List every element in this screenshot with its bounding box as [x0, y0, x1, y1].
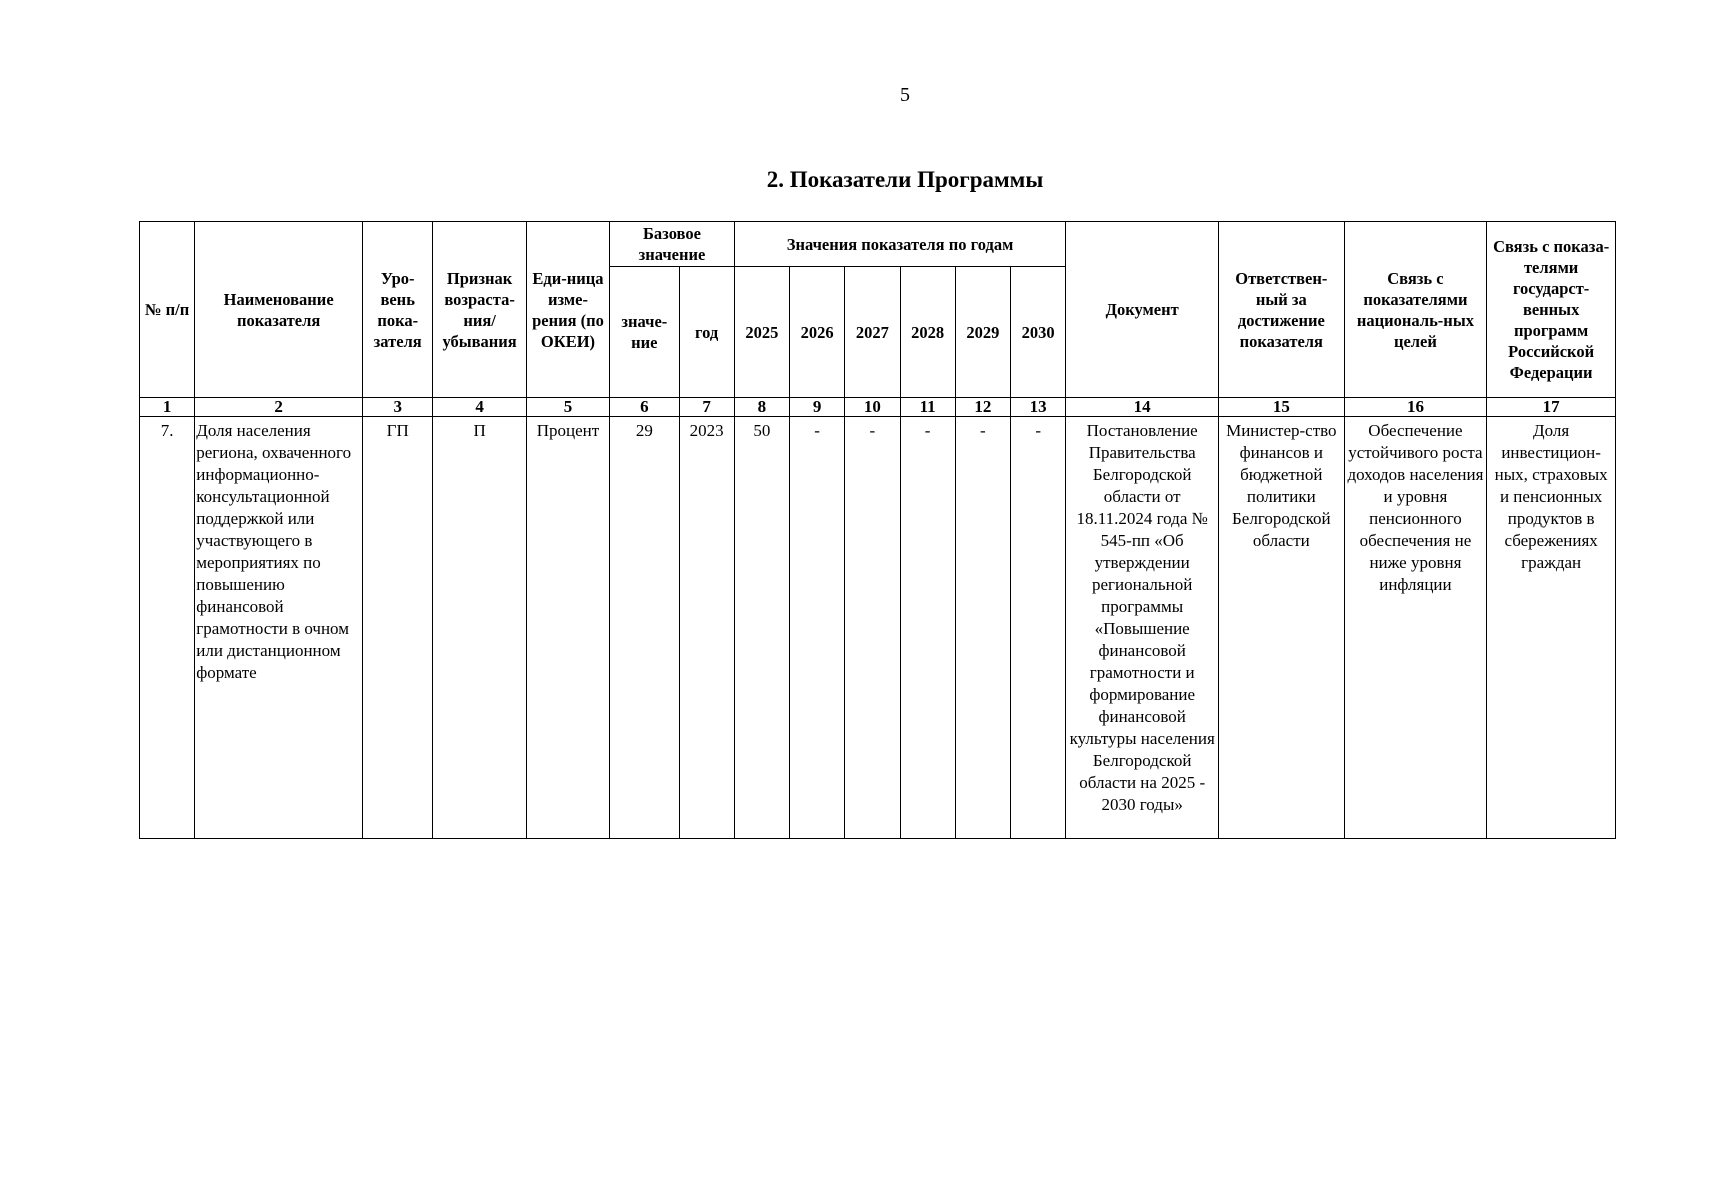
col-header-base-value: значе-ние [610, 267, 679, 398]
year-value: - [900, 417, 955, 839]
column-number: 9 [790, 398, 845, 417]
col-header-year: 2027 [845, 267, 900, 398]
column-number: 3 [363, 398, 433, 417]
col-header-level: Уро-вень пока-зателя [363, 222, 433, 398]
column-number-row [140, 398, 1616, 417]
col-header-years-group: Значения показателя по годам [734, 222, 1066, 267]
column-number: 5 [526, 398, 609, 417]
col-header-year: 2030 [1011, 267, 1066, 398]
base-year: 2023 [679, 417, 734, 839]
column-number: 7 [679, 398, 734, 417]
responsible-cell: Министер-ство финансов и бюджетной политики Белгородской области [1219, 417, 1345, 839]
indicator-unit: Процент [526, 417, 609, 839]
page-number: 5 [900, 84, 910, 106]
year-value: - [955, 417, 1010, 839]
year-value: - [790, 417, 845, 839]
col-header-sign: Признак возраста-ния/ убывания [433, 222, 526, 398]
document-title: 2. Показатели Программы [766, 167, 1044, 192]
col-header-national-goals: Связь с показателями националь-ных целей [1344, 222, 1487, 398]
header-row [140, 222, 1616, 267]
col-header-name: Наименование показателя [195, 222, 363, 398]
national-goals-cell: Обеспечение устойчивого роста доходов населения и уровня пенсионного обеспечения не ниже уровня инфляции [1344, 417, 1487, 839]
column-number: 2 [195, 398, 363, 417]
indicator-sign: П [433, 417, 526, 839]
row-number: 7. [140, 417, 195, 839]
base-value: 29 [610, 417, 679, 839]
year-value: - [1011, 417, 1066, 839]
col-header-year: 2028 [900, 267, 955, 398]
column-number: 10 [845, 398, 900, 417]
indicator-level: ГП [363, 417, 433, 839]
year-value: 50 [734, 417, 789, 839]
col-header-base-year: год [679, 267, 734, 398]
column-number: 16 [1344, 398, 1487, 417]
column-number: 13 [1011, 398, 1066, 417]
indicators-table [139, 221, 1616, 839]
col-header-state-programs: Связь с показа-телями государст-венных программ Российской Федерации [1487, 222, 1616, 398]
column-number: 1 [140, 398, 195, 417]
col-header-year: 2029 [955, 267, 1010, 398]
column-number: 12 [955, 398, 1010, 417]
column-number: 4 [433, 398, 526, 417]
col-header-year: 2025 [734, 267, 789, 398]
column-number: 11 [900, 398, 955, 417]
col-header-base: Базовое значение [610, 222, 735, 267]
column-number: 8 [734, 398, 789, 417]
col-header-responsible: Ответствен-ный за достижение показателя [1219, 222, 1345, 398]
table-row [140, 417, 1616, 839]
col-header-unit: Еди-ница изме-рения (по ОКЕИ) [526, 222, 609, 398]
column-number: 6 [610, 398, 679, 417]
column-number: 17 [1487, 398, 1616, 417]
col-header-document: Документ [1066, 222, 1219, 398]
col-header-num: № п/п [140, 222, 195, 398]
state-programs-cell: Доля инвестицион-ных, страховых и пенсионных продуктов в сбережениях граждан [1487, 417, 1616, 839]
column-number: 14 [1066, 398, 1219, 417]
year-value: - [845, 417, 900, 839]
col-header-year: 2026 [790, 267, 845, 398]
indicator-name: Доля населения региона, охваченного информационно-консультационной поддержкой или участвующего в мероприятиях по повышению финансовой грамотности в очном или дистанционном формате [195, 417, 363, 839]
column-number: 15 [1219, 398, 1345, 417]
document-cell: Постановление Правительства Белгородской области от 18.11.2024 года № 545-пп «Об утверждении региональной программы «Повышение финансовой грамотности и формирование финансовой культуры населения Белгородской области на 2025 - 2030 годы» [1066, 417, 1219, 839]
